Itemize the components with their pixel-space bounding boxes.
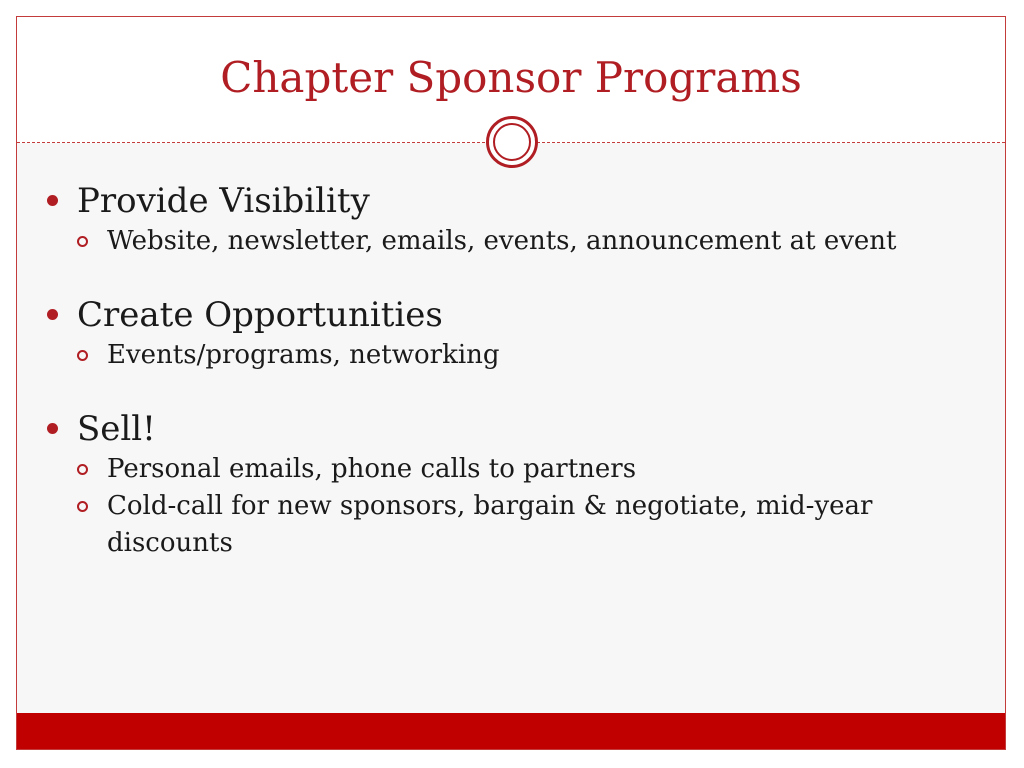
sub-bullet-item [43, 337, 943, 374]
bullet-item [43, 179, 943, 223]
bullet-dot-icon [47, 423, 58, 434]
sub-bullet-ring-icon [77, 236, 88, 247]
bullet-text: Provide Visibility [77, 181, 370, 221]
sub-bullet-item [43, 488, 943, 562]
bullet-dot-icon [47, 309, 58, 320]
sub-bullet-list [43, 223, 943, 260]
sub-bullet-item [43, 451, 943, 488]
circle-ornament-inner [493, 123, 531, 161]
sub-bullet-text: Website, newsletter, emails, events, announcement at event [107, 226, 897, 256]
footer-bar [17, 713, 1005, 749]
sub-bullet-ring-icon [77, 350, 88, 361]
bullet-group [43, 407, 943, 562]
sub-bullet-text: Events/programs, networking [107, 340, 500, 370]
bullet-text: Create Opportunities [77, 295, 443, 335]
sub-bullet-ring-icon [77, 464, 88, 475]
sub-bullet-ring-icon [77, 501, 88, 512]
bullet-text: Sell! [77, 409, 156, 449]
slide-title: Chapter Sponsor Programs [220, 53, 802, 102]
sub-bullet-item [43, 223, 943, 260]
sub-bullet-text: Personal emails, phone calls to partners [107, 454, 637, 484]
content-area [17, 143, 1005, 715]
bullet-group [43, 179, 943, 260]
bullet-item [43, 407, 943, 451]
sub-bullet-list [43, 337, 943, 374]
sub-bullet-text: Cold-call for new sponsors, bargain & negotiate, mid-year discounts [107, 491, 873, 558]
circle-ornament-icon [486, 116, 538, 168]
bullet-group [43, 293, 943, 374]
sub-bullet-list [43, 451, 943, 562]
slide [16, 16, 1006, 750]
bullet-dot-icon [47, 195, 58, 206]
bullet-item [43, 293, 943, 337]
bullet-list [43, 179, 943, 595]
